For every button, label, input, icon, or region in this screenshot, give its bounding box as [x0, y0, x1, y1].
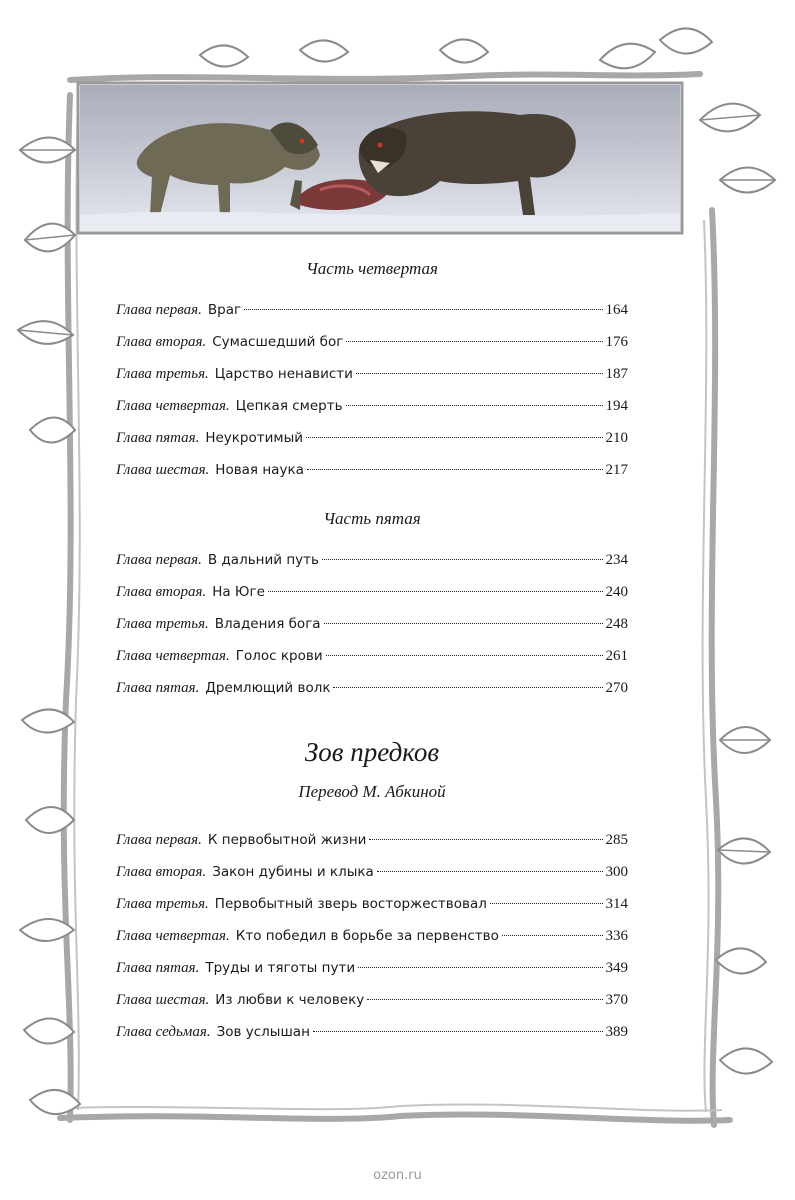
toc-row: [116, 824, 628, 856]
page-number: 285: [605, 832, 628, 848]
page-number: 210: [605, 430, 628, 446]
dot-leader: [369, 838, 602, 840]
page-number: 349: [605, 960, 628, 976]
ozon-watermark: ozon.ru: [373, 1168, 422, 1183]
chapter-title: На Юге: [212, 584, 265, 600]
book-title: Зов предков: [304, 737, 440, 767]
dot-leader: [268, 590, 603, 592]
chapter-title: Владения бога: [214, 616, 321, 632]
toc-row: [116, 920, 628, 952]
dot-leader: [356, 372, 603, 374]
dot-leader: [244, 308, 602, 310]
toc-row: [116, 294, 628, 326]
toc-row: [116, 358, 628, 390]
chapter-label: Глава третья.: [116, 896, 209, 912]
page-number: 389: [605, 1024, 628, 1040]
toc-row: [116, 576, 628, 608]
page-number: 234: [605, 552, 628, 568]
chapter-title: Цепкая смерть: [235, 398, 343, 414]
chapter-label: Глава вторая.: [116, 334, 207, 350]
dot-leader: [333, 686, 602, 688]
toc-row: [116, 326, 628, 358]
chapter-label: Глава шестая.: [116, 462, 210, 478]
chapter-label: Глава пятая.: [116, 680, 200, 696]
toc-row: [116, 390, 628, 422]
page-number: 187: [605, 366, 628, 382]
chapter-label: Глава пятая.: [116, 430, 200, 446]
chapter-title: В дальний путь: [207, 552, 319, 568]
dot-leader: [313, 1030, 603, 1032]
part-five-chapter-list: [116, 544, 628, 704]
toc-row: [116, 454, 628, 486]
chapter-title: Первобытный зверь восторжествовал: [214, 896, 487, 912]
dot-leader: [346, 404, 603, 406]
chapter-title: К первобытной жизни: [207, 832, 367, 848]
chapter-title: Дремлющий волк: [205, 680, 331, 696]
part-five-title: Часть пятая: [323, 509, 421, 528]
page-number: 336: [605, 928, 628, 944]
chapter-label: Глава четвертая.: [116, 398, 230, 414]
chapter-title: Закон дубины и клыка: [212, 864, 374, 880]
dot-leader: [306, 436, 602, 438]
dot-leader: [490, 902, 603, 904]
chapter-label: Глава третья.: [116, 616, 209, 632]
chapter-label: Глава седьмая.: [116, 1024, 211, 1040]
dot-leader: [367, 998, 602, 1000]
toc-row: [116, 1016, 628, 1048]
toc-row: [116, 984, 628, 1016]
chapter-title: Враг: [207, 302, 242, 318]
chapter-label: Глава первая.: [116, 552, 202, 568]
toc-row: [116, 888, 628, 920]
page-number: 314: [605, 896, 628, 912]
dot-leader: [324, 622, 603, 624]
part-four-title: Часть четвертая: [306, 259, 438, 278]
page-number: 194: [605, 398, 628, 414]
chapter-label: Глава пятая.: [116, 960, 200, 976]
page-number: 261: [605, 648, 628, 664]
dot-leader: [307, 468, 603, 470]
chapter-label: Глава четвертая.: [116, 928, 230, 944]
page-number: 248: [605, 616, 628, 632]
page-number: 300: [605, 864, 628, 880]
page-number: 176: [605, 334, 628, 350]
call-of-the-wild-chapter-list: [116, 824, 628, 1048]
chapter-title: Из любви к человеку: [215, 992, 365, 1008]
chapter-title: Голос крови: [235, 648, 323, 664]
chapter-title: Царство ненависти: [214, 366, 353, 382]
chapter-title: Зов услышан: [216, 1024, 310, 1040]
table-of-contents: [116, 258, 628, 1048]
toc-row: [116, 544, 628, 576]
dot-leader: [322, 558, 603, 560]
chapter-title: Новая наука: [215, 462, 304, 478]
dot-leader: [502, 934, 603, 936]
chapter-label: Глава четвертая.: [116, 648, 230, 664]
toc-row: [116, 422, 628, 454]
chapter-label: Глава первая.: [116, 832, 202, 848]
toc-row: [116, 672, 628, 704]
page-number: 270: [605, 680, 628, 696]
chapter-title: Сумасшедший бог: [212, 334, 344, 350]
chapter-label: Глава вторая.: [116, 864, 207, 880]
toc-row: [116, 856, 628, 888]
page-number: 217: [605, 462, 628, 478]
dot-leader: [358, 966, 602, 968]
chapter-label: Глава шестая.: [116, 992, 210, 1008]
page-number: 164: [605, 302, 628, 318]
chapter-title: Неукротимый: [205, 430, 304, 446]
toc-row: [116, 640, 628, 672]
chapter-label: Глава вторая.: [116, 584, 207, 600]
dot-leader: [346, 340, 602, 342]
part-four-chapter-list: [116, 294, 628, 486]
chapter-label: Глава первая.: [116, 302, 202, 318]
toc-row: [116, 952, 628, 984]
chapter-title: Труды и тяготы пути: [205, 960, 356, 976]
dot-leader: [377, 870, 603, 872]
chapter-title: Кто победил в борьбе за первенство: [235, 928, 499, 944]
dot-leader: [326, 654, 603, 656]
chapter-label: Глава третья.: [116, 366, 209, 382]
page-number: 240: [605, 584, 628, 600]
wolves-fighting-illustration: [80, 85, 680, 231]
toc-row: [116, 608, 628, 640]
translator-credit: Перевод М. Абкиной: [298, 782, 446, 801]
page-number: 370: [605, 992, 628, 1008]
